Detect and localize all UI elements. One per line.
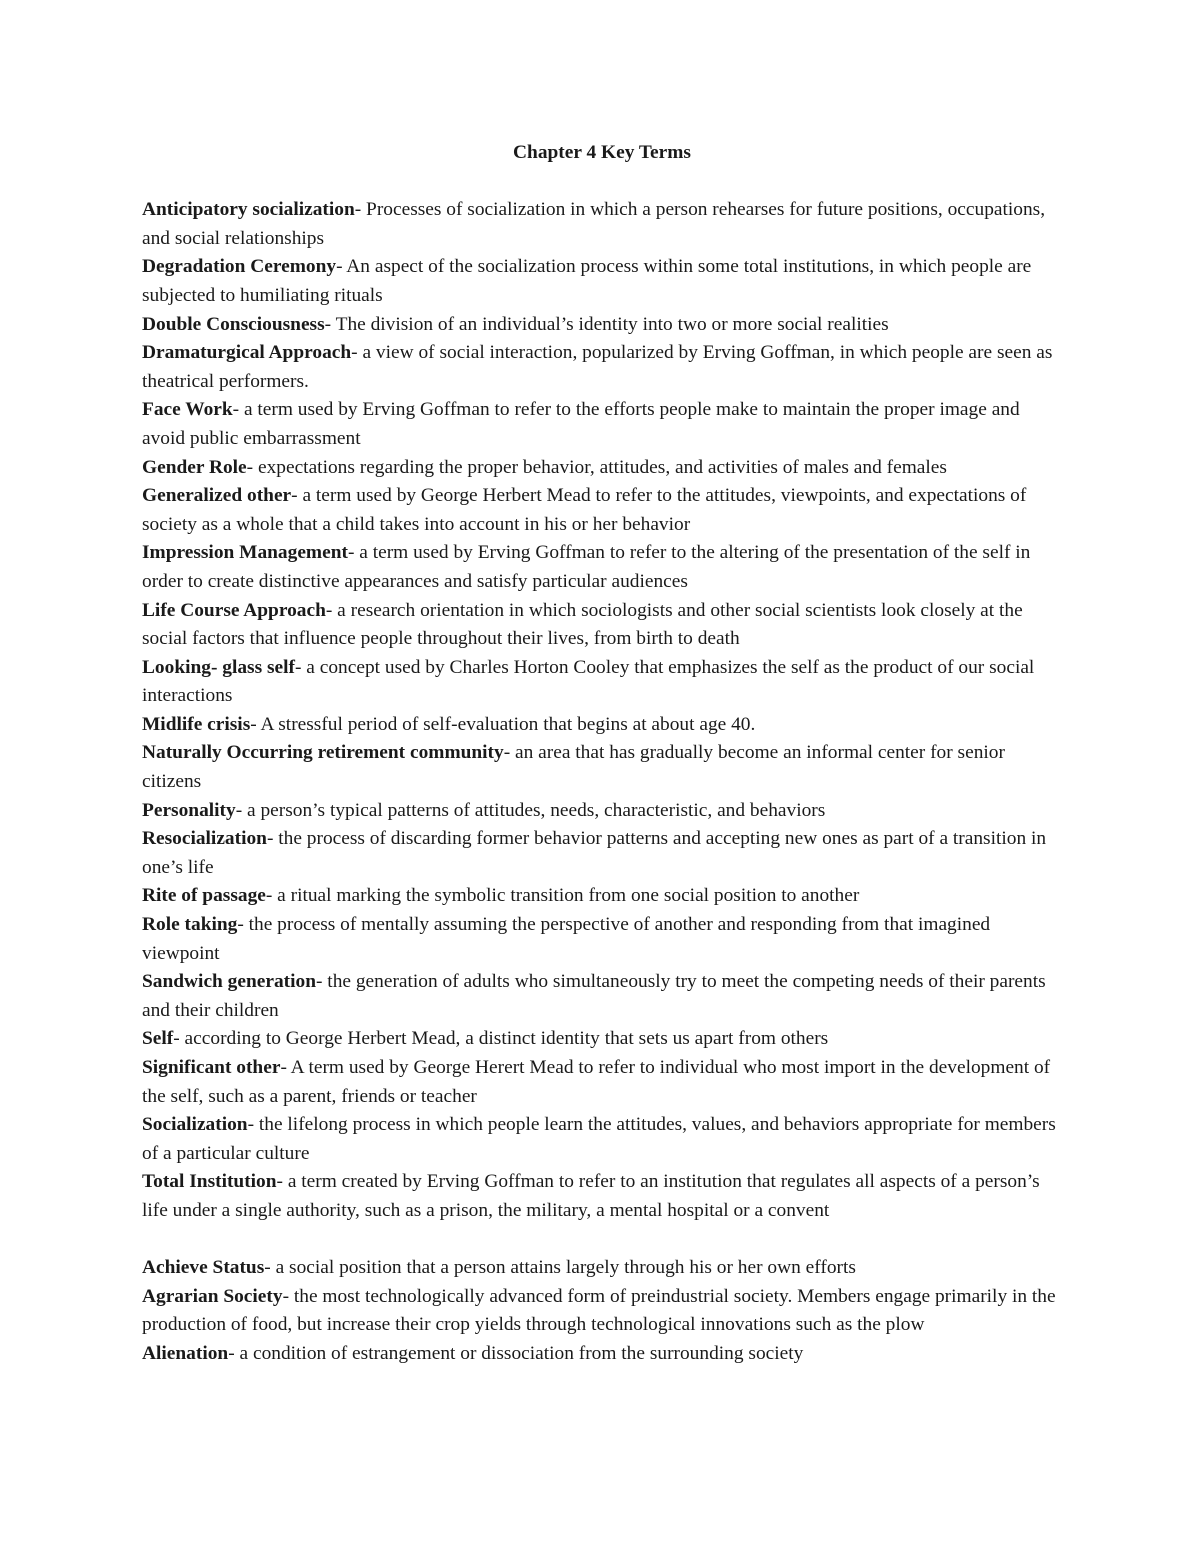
term-name: Face Work	[142, 399, 233, 421]
term-name: Life Course Approach	[142, 599, 326, 621]
term-entry	[142, 311, 1062, 340]
term-definition: - a term used by George Herbert Mead to refer to the attitudes, viewpoints, and expectations of society as a whole that a child takes into account in his or her behavior	[142, 485, 1027, 535]
term-entry	[142, 739, 1062, 796]
term-definition: - A term used by George Herert Mead to refer to individual who most import in the development of the self, such as a parent, friends or teacher	[142, 1057, 1051, 1107]
term-definition: - The division of an individual’s identity into two or more social realities	[324, 313, 889, 335]
term-entry	[142, 654, 1062, 711]
term-name: Agrarian Society	[142, 1285, 283, 1307]
term-definition: - a term used by Erving Goffman to refer to the altering of the presentation of the self in order to create distinctive appearances and satisfy particular audiences	[142, 542, 1031, 592]
term-name: Total Institution	[142, 1171, 277, 1193]
term-name: Alienation	[142, 1342, 229, 1364]
term-definition: - a ritual marking the symbolic transition from one social position to another	[265, 885, 860, 907]
term-definition: - Processes of socialization in which a person rehearses for future positions, occupations, and social relationships	[142, 199, 1046, 249]
term-definition: - the lifelong process in which people learn the attitudes, values, and behaviors appropriate for members of a particular culture	[142, 1114, 1056, 1164]
term-definition: - An aspect of the socialization process within some total institutions, in which people are subjected to humiliating rituals	[142, 256, 1032, 306]
term-name: Impression Management	[142, 542, 348, 564]
key-terms-section-1	[142, 196, 1062, 1225]
term-entry	[142, 396, 1062, 453]
term-definition: - the process of mentally assuming the perspective of another and responding from that imagined viewpoint	[142, 914, 991, 964]
term-name: Significant other	[142, 1057, 281, 1078]
term-name: Self	[142, 1028, 174, 1050]
term-definition: - according to George Herbert Mead, a distinct identity that sets us apart from others	[173, 1028, 829, 1050]
term-entry	[142, 825, 1062, 882]
term-name: Socialization	[142, 1114, 248, 1136]
term-entry	[142, 1025, 1062, 1054]
term-name: Achieve Status	[142, 1257, 265, 1279]
term-definition: - expectations regarding the proper behavior, attitudes, and activities of males and females	[246, 456, 947, 478]
term-definition: - a view of social interaction, popularized by Erving Goffman, in which people are seen as theatrical performers.	[142, 342, 1053, 392]
term-name: Midlife crisis	[142, 713, 251, 735]
term-definition: - the process of discarding former behavior patterns and accepting new ones as part of a transition in one’s life	[142, 828, 1047, 878]
term-entry	[142, 1283, 1062, 1340]
term-definition: - the most technologically advanced form of preindustrial society. Members engage primarily in the production of food, but increase their crop yields through technological innovations such as the plow	[142, 1285, 1056, 1336]
term-entry	[142, 1054, 1062, 1111]
term-definition: - a research orientation in which sociologists and other social scientists look closely at the social factors that influence people throughout their lives, from birth to death	[142, 599, 1023, 650]
term-entry	[142, 339, 1062, 396]
term-name: Looking- glass self	[142, 656, 295, 678]
term-name: Gender Role	[142, 456, 247, 478]
term-definition: - a concept used by Charles Horton Cooley that emphasizes the self as the product of our social interactions	[142, 656, 1035, 707]
term-name: Sandwich generation	[142, 971, 316, 993]
term-definition: - the generation of adults who simultaneously try to meet the competing needs of their parents and their children	[142, 971, 1046, 1021]
term-definition: - a social position that a person attains largely through his or her own efforts	[264, 1257, 856, 1279]
term-name: Resocialization	[142, 828, 267, 850]
section-gap	[142, 1226, 1062, 1255]
term-definition: - an area that has gradually become an informal center for senior citizens	[142, 742, 1005, 793]
term-entry	[142, 597, 1062, 654]
term-name: Dramaturgical Approach	[142, 342, 352, 364]
term-entry	[142, 882, 1062, 911]
term-definition: - a person’s typical patterns of attitudes, needs, characteristic, and behaviors	[235, 799, 826, 821]
term-entry	[142, 1168, 1062, 1225]
term-entry	[142, 968, 1062, 1025]
term-entry	[142, 1254, 1062, 1283]
term-name: Rite of passage	[142, 885, 266, 907]
key-terms-section-2	[142, 1254, 1062, 1368]
term-name: Degradation Ceremony	[142, 256, 337, 278]
term-name: Anticipatory socialization	[142, 199, 355, 221]
term-definition: - a term created by Erving Goffman to refer to an institution that regulates all aspects of a person’s life under a single authority, such as a prison, the military, a mental hospital or a convent	[142, 1171, 1040, 1221]
term-name: Personality	[142, 799, 236, 821]
term-entry	[142, 1111, 1062, 1168]
term-entry	[142, 196, 1062, 253]
term-entry	[142, 253, 1062, 310]
term-entry	[142, 454, 1062, 483]
term-name: Role taking	[142, 914, 238, 936]
term-definition: - A stressful period of self-evaluation that begins at about age 40.	[250, 713, 756, 735]
page-title: Chapter 4 Key Terms	[513, 142, 691, 163]
term-name: Double Consciousness	[142, 313, 325, 335]
term-entry	[142, 1340, 1062, 1369]
term-entry	[142, 911, 1062, 968]
term-name: Generalized other	[142, 485, 292, 507]
term-entry	[142, 797, 1062, 826]
document-body	[142, 139, 1062, 1369]
term-name: Naturally Occurring retirement community	[142, 742, 504, 764]
term-entry	[142, 539, 1062, 596]
term-definition: - a condition of estrangement or dissociation from the surrounding society	[228, 1342, 804, 1364]
term-definition: - a term used by Erving Goffman to refer to the efforts people make to maintain the proper image and avoid public embarrassment	[142, 399, 1020, 449]
term-entry	[142, 482, 1062, 539]
term-entry	[142, 711, 1062, 740]
